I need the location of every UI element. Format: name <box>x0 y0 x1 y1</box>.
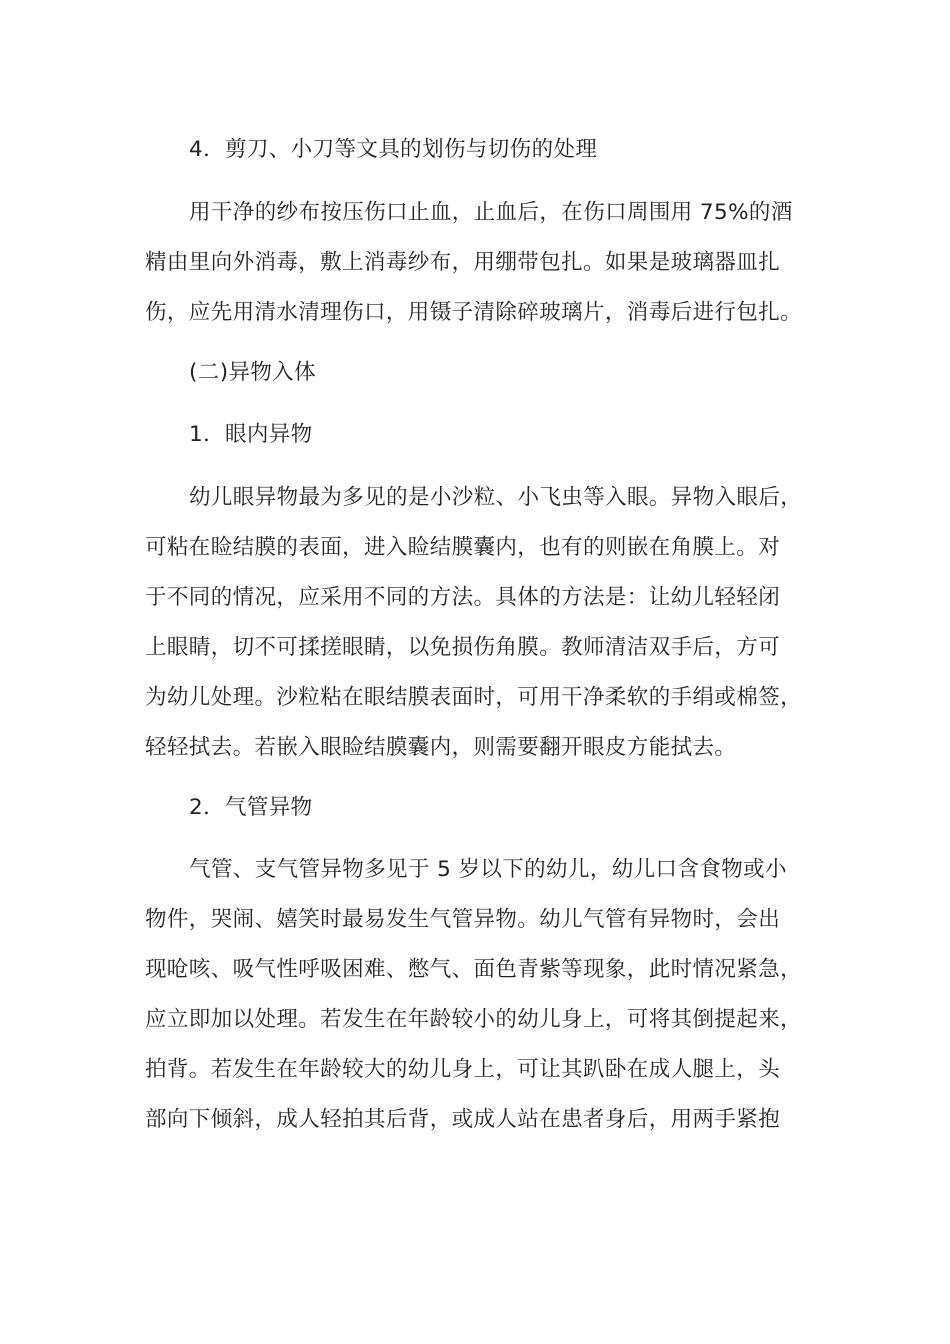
paragraph-line: 于不同的情况，应采用不同的方法。具体的方法是：让幼儿轻轻闭 <box>145 585 781 610</box>
paragraph-line: 物件，哭闹、嬉笑时最易发生气管异物。幼儿气管有异物时，会出 <box>145 907 781 932</box>
paragraph-line: 拍背。若发生在年龄较大的幼儿身上，可让其趴卧在成人腿上，头 <box>145 1057 781 1082</box>
paragraph-line: 伤，应先用清水清理伤口，用镊子清除碎玻璃片，消毒后进行包扎。 <box>145 300 803 325</box>
section-heading-scissors <box>145 125 810 175</box>
paragraph-line: 气管、支气管异物多见于 5 岁以下的幼儿，幼儿口含食物或小 <box>189 857 787 882</box>
heading-line: 2．气管异物 <box>189 795 313 820</box>
paragraph-line: 部向下倾斜，成人轻拍其后背，或成人站在患者身后，用两手紧抱 <box>145 1107 781 1132</box>
heading-line: 4．剪刀、小刀等文具的划伤与切伤的处理 <box>189 137 598 162</box>
paragraph-line: 精由里向外消毒，敷上消毒纱布，用绷带包扎。如果是玻璃器皿扎 <box>145 250 781 275</box>
paragraph-trachea-foreign-body <box>145 845 810 1145</box>
paragraph-line: 可粘在睑结膜的表面，进入睑结膜囊内，也有的则嵌在角膜上。对 <box>145 535 781 560</box>
paragraph-line: 应立即加以处理。若发生在年龄较小的幼儿身上，可将其倒提起来， <box>145 1007 803 1032</box>
paragraph-scissors-treatment <box>145 188 810 338</box>
paragraph-line: 用干净的纱布按压伤口止血，止血后，在伤口周围用 75%的酒 <box>189 200 793 225</box>
heading-line: 1．眼内异物 <box>189 422 313 447</box>
section-heading-trachea <box>145 783 810 833</box>
paragraph-line: 现呛咳、吸气性呼吸困难、憋气、面色青紫等现象，此时情况紧急， <box>145 957 803 982</box>
heading-line: (二)异物入体 <box>189 360 317 385</box>
paragraph-line: 为幼儿处理。沙粒粘在眼结膜表面时，可用干净柔软的手绢或棉签， <box>145 685 803 710</box>
paragraph-line: 轻轻拭去。若嵌入眼睑结膜囊内，则需要翻开眼皮方能拭去。 <box>145 735 737 760</box>
section-heading-foreign-body <box>145 348 810 398</box>
paragraph-eye-foreign-body <box>145 473 810 773</box>
section-heading-eye <box>145 410 810 460</box>
paragraph-line: 幼儿眼异物最为多见的是小沙粒、小飞虫等入眼。异物入眼后， <box>189 485 803 510</box>
paragraph-line: 上眼睛，切不可揉搓眼睛，以免损伤角膜。教师清洁双手后，方可 <box>145 635 781 660</box>
